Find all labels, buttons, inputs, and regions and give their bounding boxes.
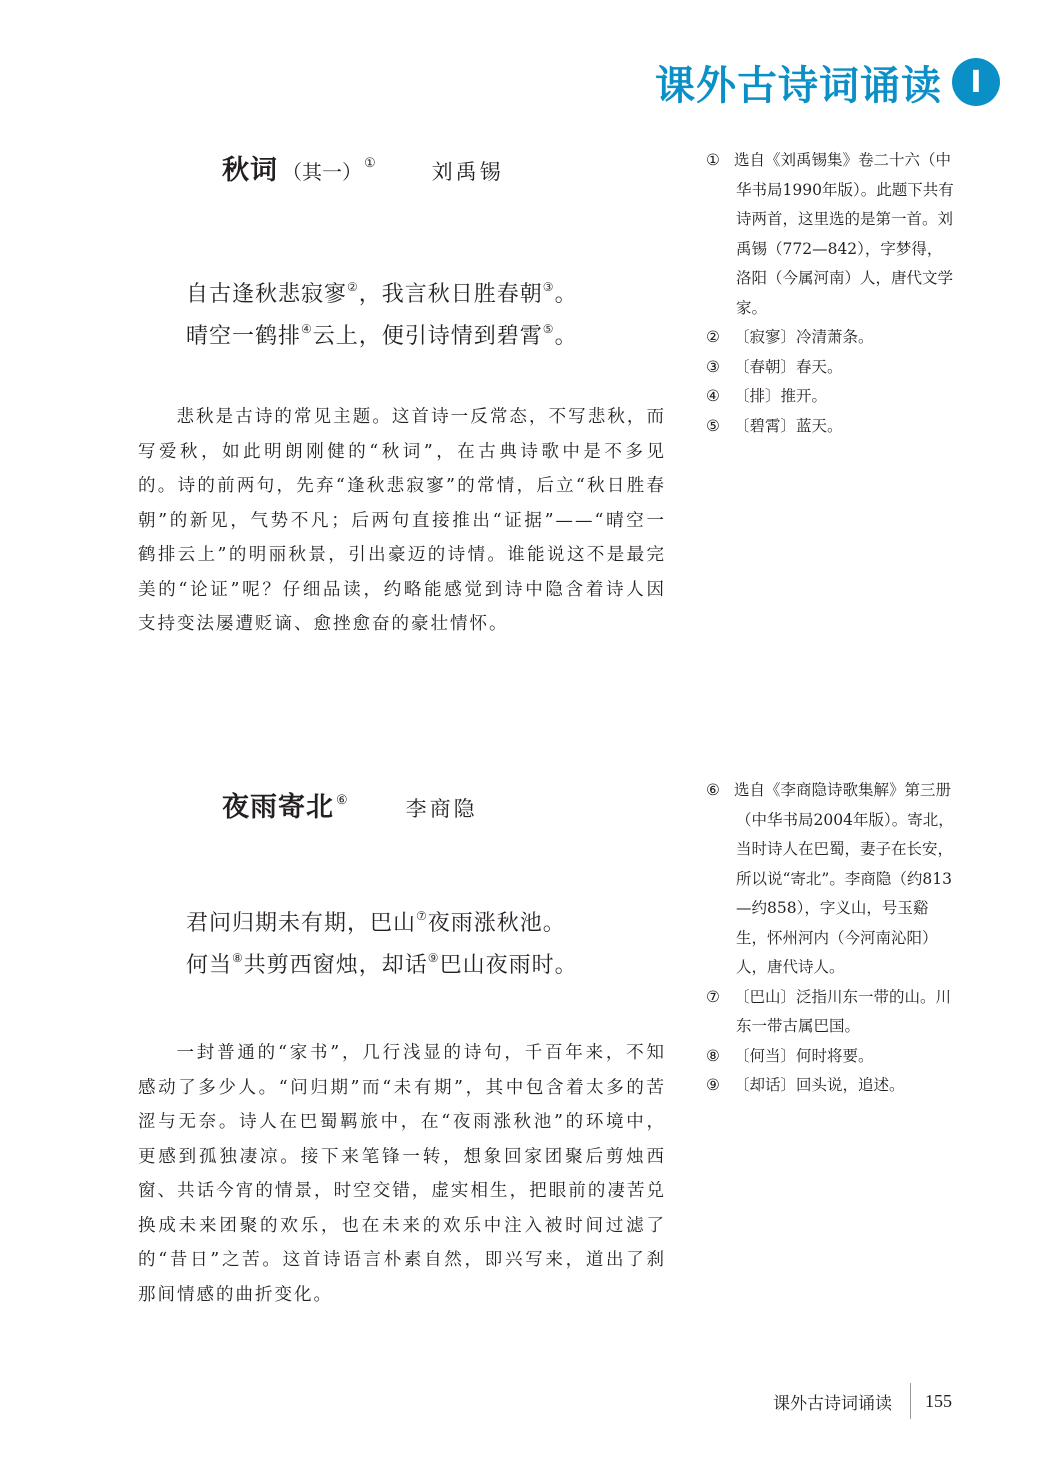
footnote-number: ⑥ <box>706 781 720 799</box>
footnote-text: 〔却话〕回头说，追述。 <box>734 1076 905 1094</box>
poem2-title: 夜雨寄北 <box>222 792 334 823</box>
poem1-verse-1 <box>186 274 578 318</box>
poem1-notes <box>706 146 956 441</box>
verse-text: 巴山夜雨时。 <box>439 953 578 978</box>
poem2-author: 李商隐 <box>405 797 478 821</box>
footnote-text: 〔排〕推开。 <box>734 387 828 405</box>
footer-divider <box>910 1383 911 1419</box>
poem2-notes <box>706 776 956 1101</box>
section-title: 课外古诗词诵读 <box>655 62 942 109</box>
poem2-commentary: 一封普通的“家书”，几行浅显的诗句，千百年来，不知感动了多少人。“问归期”而“未有期”，其中包含着太多的苦涩与无奈。诗人在巴蜀羁旅中，在“夜雨涨秋池”的环境中，更感到孤独凄凉。接下来笔锋一转，想象回家团聚后剪烛西窗、共话今宵的情景，时空交错，虚实相生，把眼前的凄苦兑换成未来团聚的欢乐，也在未来的欢乐中注入被时间过滤了的“昔日”之苦。这首诗语言朴素自然，即兴写来，道出了刹那间情感的曲折变化。 <box>138 1043 666 1305</box>
poem1-verse-2 <box>186 316 578 360</box>
footnote-text: 选自《刘禹锡集》卷二十六（中华书局1990年版）。此题下共有诗两首，这里选的是第一首。刘禹锡（772—842），字梦得，洛阳（今属河南）人，唐代文学家。 <box>734 151 954 317</box>
section-header <box>655 52 1000 112</box>
note-ref: ⑤ <box>542 322 555 336</box>
note-ref: ⑧ <box>232 951 244 965</box>
footnote-text: 〔寂寥〕冷清萧条。 <box>734 328 874 346</box>
page-number: 155 <box>925 1390 952 1411</box>
poem1-title-ref: ① <box>364 156 376 171</box>
footnote-text: 〔碧霄〕蓝天。 <box>734 416 843 435</box>
footnote-number: ② <box>706 328 720 346</box>
section-badge-icon: I <box>952 58 1000 106</box>
page-footer <box>773 1383 952 1419</box>
verse-text: 自古逢秋悲寂寥 <box>186 282 348 307</box>
poem1-subtitle: （其一） <box>282 160 362 184</box>
poem2-title-ref: ⑥ <box>336 793 348 808</box>
footnote <box>706 776 956 983</box>
footnote-number: ⑤ <box>706 416 720 435</box>
verse-text: 何当 <box>186 953 233 978</box>
footnote-number: ④ <box>706 387 720 405</box>
footnote-number: ⑦ <box>706 987 720 1006</box>
footnote-number: ① <box>706 151 720 169</box>
footnote-text: 选自《李商隐诗歌集解》第三册（中华书局2004年版）。寄北，当时诗人在巴蜀，妻子在长安，所以说“寄北”。李商隐（约813—约858），字义山，号玉谿生，怀州河内（今河南沁阳）人，唐代诗人。 <box>734 781 954 976</box>
footnote <box>706 353 956 383</box>
note-ref: ④ <box>301 322 313 336</box>
poem1-heading <box>222 148 504 187</box>
footnote-number: ⑨ <box>706 1076 720 1094</box>
poem2-heading <box>222 785 478 824</box>
note-ref: ② <box>347 280 359 294</box>
footnote-number: ③ <box>706 357 720 376</box>
verse-text: 云上，便引诗情到碧霄 <box>312 324 543 349</box>
footnote <box>706 1071 956 1101</box>
verse-text: 晴空一鹤排 <box>186 324 302 349</box>
footnote <box>706 983 956 1042</box>
footnote-number: ⑧ <box>706 1046 720 1065</box>
poem2-verse-1 <box>186 903 566 947</box>
footnote-text: 〔何当〕何时将要。 <box>734 1046 874 1065</box>
footnote-text: 〔巴山〕泛指川东一带的山。川东一带古属巴国。 <box>734 987 952 1035</box>
footer-label: 课外古诗词诵读 <box>773 1393 892 1414</box>
poem2-verse-2 <box>186 945 578 989</box>
verse-text: 。 <box>554 282 578 307</box>
note-ref: ⑦ <box>416 909 428 923</box>
note-ref: ③ <box>542 280 555 294</box>
verse-text: 。 <box>554 324 578 349</box>
note-ref: ⑨ <box>427 951 440 965</box>
verse-text: 夜雨涨秋池。 <box>427 911 566 936</box>
footnote <box>706 323 956 353</box>
footnote <box>706 412 956 442</box>
poem1-title: 秋词 <box>222 155 278 186</box>
footnote <box>706 1042 956 1072</box>
verse-text: ，我言秋日胜春朝 <box>358 282 543 307</box>
footnote-text: 〔春朝〕春天。 <box>734 357 843 376</box>
footnote <box>706 382 956 412</box>
verse-text: 君问归期未有期，巴山 <box>186 911 417 936</box>
footnote <box>706 146 956 323</box>
poem1-author: 刘禹锡 <box>431 160 504 184</box>
poem1-commentary: 悲秋是古诗的常见主题。这首诗一反常态，不写悲秋，而写爱秋，如此明朗刚健的“秋词”，在古典诗歌中是不多见的。诗的前两句，先弃“逢秋悲寂寥”的常情，后立“秋日胜春朝”的新见，气势不凡；后两句直接推出“证据”——“晴空一鹤排云上”的明丽秋景，引出豪迈的诗情。谁能说这不是最完美的“论证”呢？仔细品读，约略能感觉到诗中隐含着诗人因支持变法屡遭贬谪、愈挫愈奋的豪壮情怀。 <box>138 407 666 634</box>
verse-text: 共剪西窗烛，却话 <box>243 953 428 978</box>
